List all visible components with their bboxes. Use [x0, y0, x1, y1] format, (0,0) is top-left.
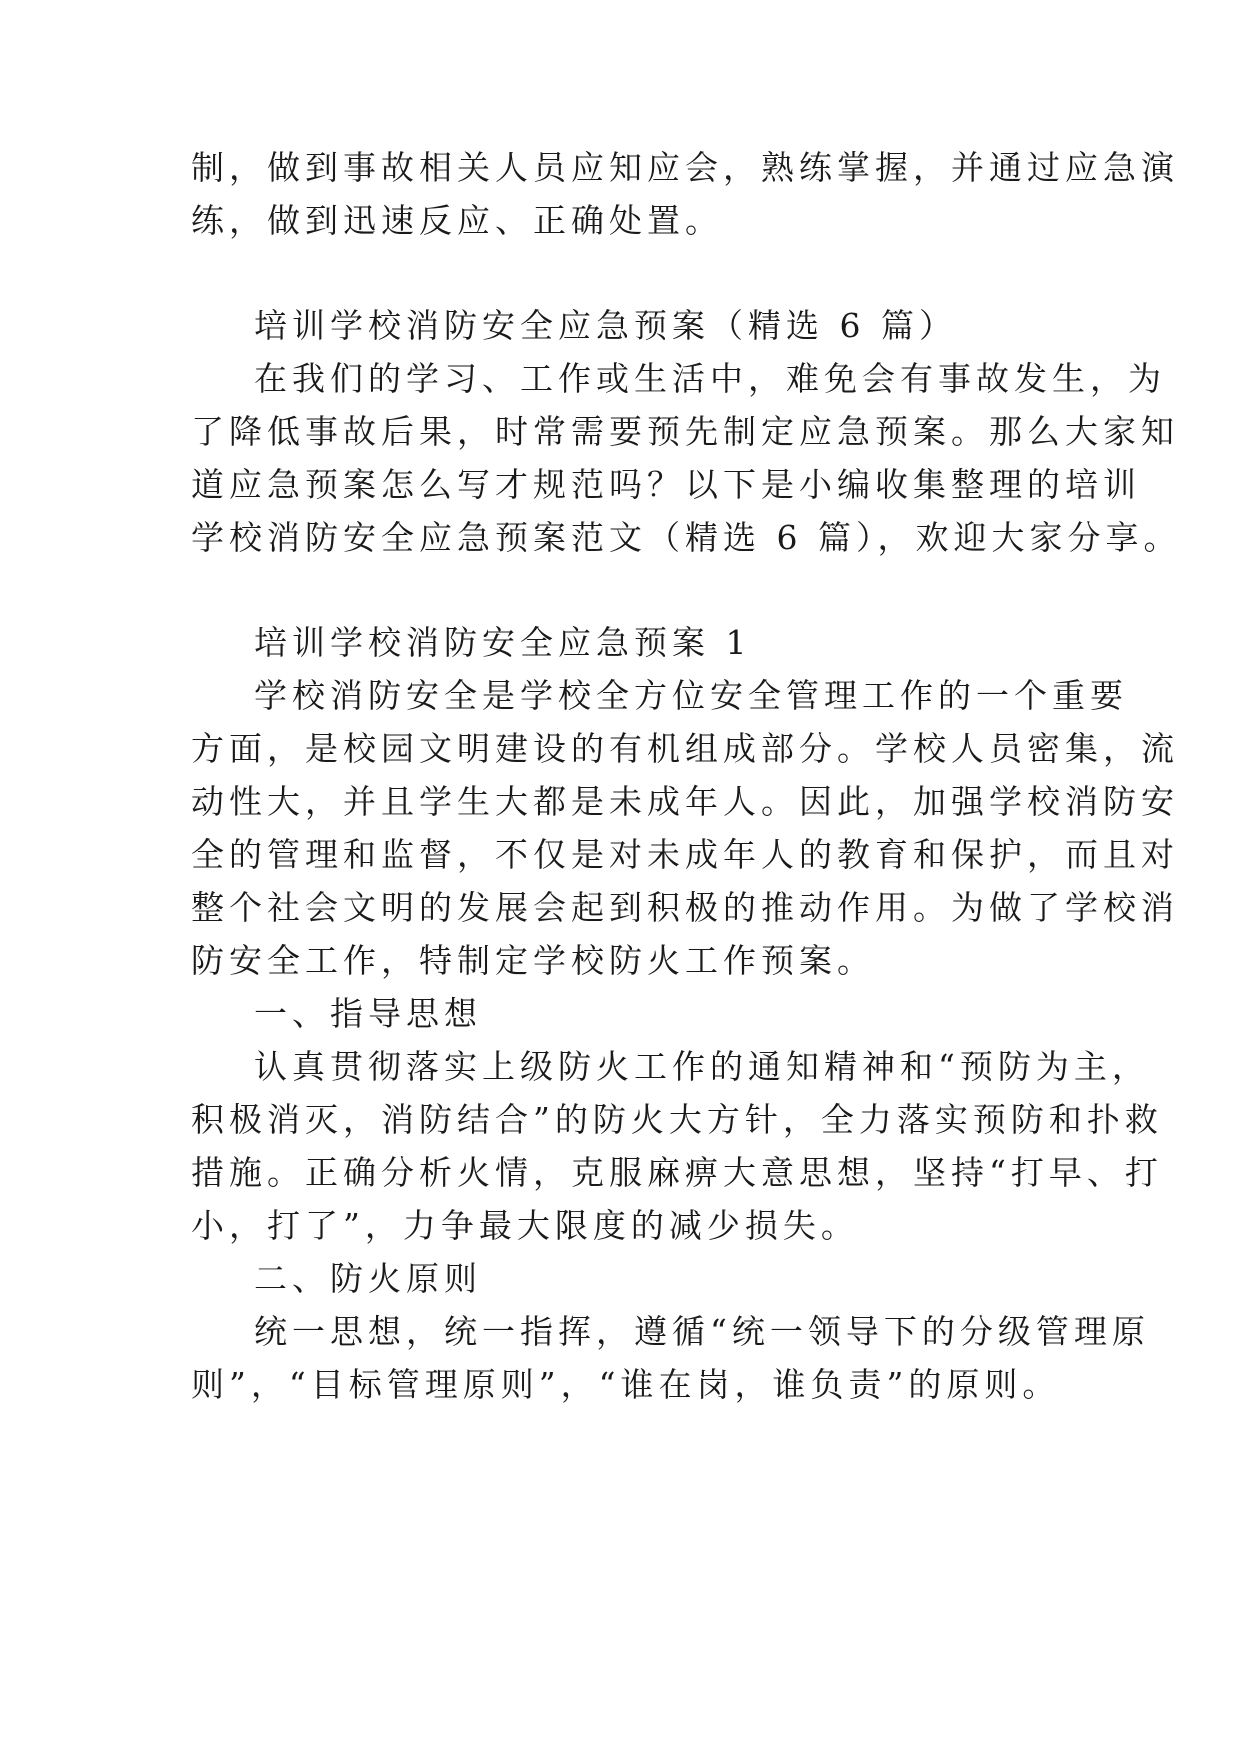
intro-line: 练，做到迅速反应、正确处置。	[191, 201, 723, 240]
section-body-line: 整个社会文明的发展会起到积极的推动作用。为做了学校消	[191, 888, 1179, 927]
section-body-line: 防安全工作，特制定学校防火工作预案。	[191, 941, 875, 980]
preface-line: 了降低事故后果，时常需要预先制定应急预案。那么大家知	[191, 412, 1179, 451]
section-title: 培训学校消防安全应急预案 1	[254, 623, 752, 662]
section-body-line: 全的管理和监督，不仅是对未成年人的教育和保护，而且对	[191, 835, 1179, 874]
heading-2-body-line: 则”，“目标管理原则”，“谁在岗，谁负责”的原则。	[191, 1365, 1061, 1404]
heading-1-body-line: 积极消灭，消防结合”的防火大方针，全力落实预防和扑救	[191, 1100, 1163, 1139]
section-body-line: 方面，是校园文明建设的有机组成部分。学校人员密集，流	[191, 729, 1179, 768]
section-body-line: 动性大，并且学生大都是未成年人。因此，加强学校消防安	[191, 782, 1179, 821]
heading-guiding-ideology: 一、指导思想	[254, 994, 482, 1033]
preface-line: 学校消防安全应急预案范文（精选 6 篇），欢迎大家分享。	[191, 518, 1182, 557]
preface-line: 道应急预案怎么写才规范吗？以下是小编收集整理的培训	[191, 465, 1141, 504]
heading-1-body-line: 小，打了”，力争最大限度的减少损失。	[191, 1206, 859, 1245]
heading-1-body-line: 措施。正确分析火情，克服麻痹大意思想，坚持“打早、打	[191, 1153, 1163, 1192]
intro-line: 制，做到事故相关人员应知应会，熟练掌握，并通过应急演	[191, 148, 1179, 187]
heading-fire-prevention-principles: 二、防火原则	[254, 1259, 482, 1298]
heading-2-body-line: 统一思想，统一指挥，遵循“统一领导下的分级管理原	[254, 1312, 1150, 1351]
heading-1-body-line: 认真贯彻落实上级防火工作的通知精神和“预防为主，	[254, 1047, 1150, 1086]
section-body-line: 学校消防安全是学校全方位安全管理工作的一个重要	[254, 676, 1128, 715]
preface-line: 在我们的学习、工作或生活中，难免会有事故发生，为	[254, 359, 1166, 398]
document-title: 培训学校消防安全应急预案（精选 6 篇）	[254, 306, 957, 345]
